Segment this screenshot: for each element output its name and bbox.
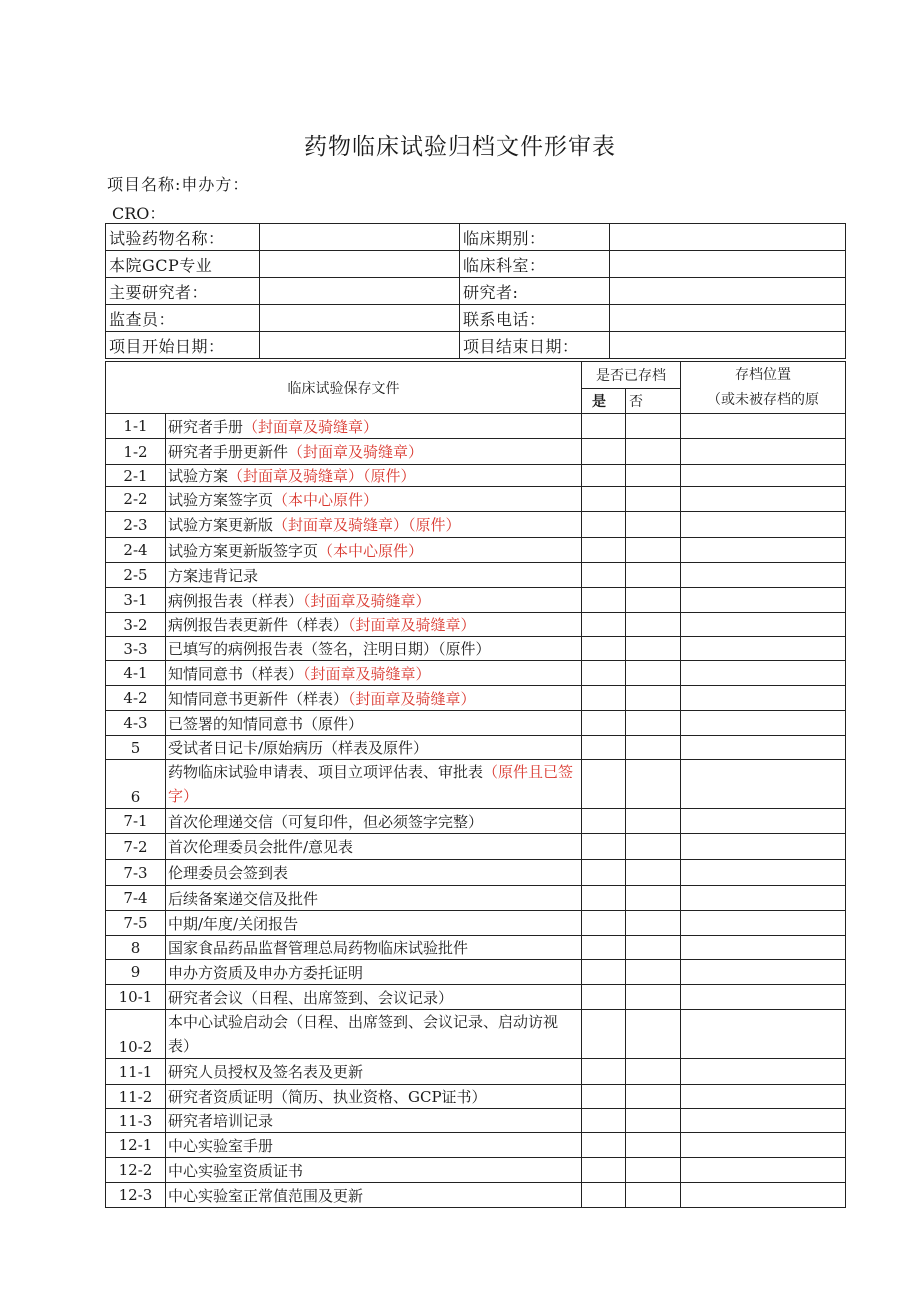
doc-note: （封面章及骑缝章） <box>348 689 476 708</box>
doc-name: 中心实验室资质证书 <box>168 1161 304 1180</box>
doc-code: 10-2 <box>106 1010 166 1059</box>
doc-name: 中心实验室正常值范围及更新 <box>168 1186 364 1205</box>
doc-note: （封面章及骑缝章）（原件） <box>273 516 461 534</box>
doc-name: 受试者日记卡/原始病历（样表及原件） <box>168 739 429 757</box>
info-label-left: 本院GCP专业 <box>106 251 260 278</box>
table-row <box>106 512 846 538</box>
doc-note: （封面章及骑缝章） <box>348 616 476 634</box>
doc-name: 病例报告表更新件（样表） <box>168 616 349 634</box>
col-header-location <box>681 362 846 414</box>
doc-name: 试验方案 <box>168 467 229 485</box>
doc-name-cell <box>166 1183 582 1208</box>
doc-code: 7-5 <box>106 911 166 936</box>
doc-name-cell <box>166 512 582 538</box>
archived-no-cell[interactable] <box>626 613 681 637</box>
archived-yes-cell[interactable] <box>582 661 626 686</box>
archived-no-cell[interactable] <box>626 512 681 538</box>
archived-yes-cell[interactable] <box>582 711 626 736</box>
location-cell[interactable] <box>681 1059 846 1085</box>
archived-no-cell[interactable] <box>626 439 681 465</box>
doc-name: 知情同意书（样表） <box>168 664 304 683</box>
archived-yes-cell[interactable] <box>582 886 626 911</box>
table-row <box>106 588 846 613</box>
table-row <box>106 985 846 1010</box>
info-label-right: 联系电话： <box>460 305 610 332</box>
table-row <box>106 960 846 985</box>
doc-code: 12-2 <box>106 1158 166 1183</box>
info-label-right: 研究者: <box>460 278 610 305</box>
doc-name: 药物临床试验申请表、项目立项评估表、审批表 <box>168 763 484 781</box>
doc-code: 2-4 <box>106 538 166 563</box>
info-value-left[interactable] <box>260 251 460 278</box>
doc-name: 试验方案更新版 <box>168 516 274 534</box>
doc-name: 伦理委员会签到表 <box>168 864 289 882</box>
doc-name: 研究人员授权及签名表及更新 <box>168 1063 364 1081</box>
doc-name-cell <box>166 465 582 487</box>
table-row <box>106 1085 846 1109</box>
doc-name: 中心实验室手册 <box>168 1136 274 1155</box>
table-row <box>106 661 846 686</box>
doc-name-cell <box>166 936 582 960</box>
table-row <box>106 886 846 911</box>
col-header-document: 临床试验保存文件 <box>106 362 582 414</box>
archived-yes-cell[interactable] <box>582 414 626 439</box>
archived-no-cell[interactable] <box>626 465 681 487</box>
col-header-archived: 是否已存档 <box>582 362 681 389</box>
location-cell[interactable] <box>681 711 846 736</box>
location-cell[interactable] <box>681 860 846 886</box>
archived-no-cell[interactable] <box>626 1109 681 1133</box>
col-header-yes: 是 <box>582 389 626 414</box>
archived-no-cell[interactable] <box>626 886 681 911</box>
doc-code: 8 <box>106 936 166 960</box>
archived-no-cell[interactable] <box>626 1085 681 1109</box>
archived-no-cell[interactable] <box>626 809 681 834</box>
doc-name-cell <box>166 637 582 661</box>
doc-name: 研究者会议（日程、出席签到、会议记录） <box>168 988 454 1007</box>
table-row <box>106 1109 846 1133</box>
doc-code: 11-2 <box>106 1085 166 1109</box>
doc-code: 7-1 <box>106 809 166 834</box>
archived-no-cell[interactable] <box>626 760 681 809</box>
doc-code: 3-3 <box>106 637 166 661</box>
archived-yes-cell[interactable] <box>582 1085 626 1109</box>
table-row <box>106 1010 846 1059</box>
doc-name-cell <box>166 834 582 860</box>
archived-yes-cell[interactable] <box>582 1059 626 1085</box>
doc-name: 研究者培训记录 <box>168 1112 274 1130</box>
doc-name-cell <box>166 960 582 985</box>
doc-name: 首次伦理递交信（可复印件，但必须签字完整） <box>168 812 484 831</box>
cro-line: CRO： <box>112 204 166 223</box>
doc-name-cell <box>166 1059 582 1085</box>
doc-name-cell <box>166 736 582 760</box>
archived-no-cell[interactable] <box>626 985 681 1010</box>
doc-name: 已签署的知情同意书（原件） <box>168 714 364 733</box>
location-cell[interactable] <box>681 512 846 538</box>
archived-yes-cell[interactable] <box>582 439 626 465</box>
table-row <box>106 613 846 637</box>
doc-name: 试验方案签字页 <box>168 490 274 509</box>
archived-yes-cell[interactable] <box>582 1183 626 1208</box>
archived-no-cell[interactable] <box>626 661 681 686</box>
table-row <box>106 439 846 465</box>
table-row <box>106 1059 846 1085</box>
location-cell[interactable] <box>681 936 846 960</box>
doc-note: （本中心原件） <box>273 490 379 509</box>
archived-no-cell[interactable] <box>626 637 681 661</box>
doc-code: 5 <box>106 736 166 760</box>
doc-code: 12-3 <box>106 1183 166 1208</box>
archived-no-cell[interactable] <box>626 911 681 936</box>
doc-name-cell <box>166 985 582 1010</box>
archived-yes-cell[interactable] <box>582 834 626 860</box>
project-info-table <box>105 223 846 359</box>
location-cell[interactable] <box>681 637 846 661</box>
doc-name-cell <box>166 1109 582 1133</box>
doc-note: （本中心原件） <box>318 541 424 560</box>
doc-code: 4-3 <box>106 711 166 736</box>
info-label-right: 临床期别： <box>460 224 610 251</box>
doc-name: 研究者手册 <box>168 417 244 436</box>
doc-code: 4-1 <box>106 661 166 686</box>
info-value-left[interactable] <box>260 224 460 251</box>
doc-name-cell <box>166 886 582 911</box>
doc-note: （原件且已签字） <box>168 763 574 805</box>
archived-yes-cell[interactable] <box>582 1010 626 1059</box>
doc-note: （封面章及骑缝章） <box>303 664 431 683</box>
archived-no-cell[interactable] <box>626 588 681 613</box>
info-value-left[interactable] <box>260 278 460 305</box>
archived-no-cell[interactable] <box>626 538 681 563</box>
archived-yes-cell[interactable] <box>582 686 626 711</box>
col-header-no: 否 <box>626 389 681 414</box>
doc-name: 国家食品药品监督管理总局药物临床试验批件 <box>168 939 469 957</box>
table-row <box>106 760 846 809</box>
archived-yes-cell[interactable] <box>582 736 626 760</box>
location-cell[interactable] <box>681 538 846 563</box>
doc-name-cell <box>166 711 582 736</box>
archived-yes-cell[interactable] <box>582 487 626 512</box>
doc-name-cell <box>166 1133 582 1158</box>
location-cell[interactable] <box>681 1109 846 1133</box>
doc-name: 试验方案更新版签字页 <box>168 541 319 560</box>
doc-name-cell <box>166 414 582 439</box>
doc-name-cell <box>166 487 582 512</box>
location-cell[interactable] <box>681 985 846 1010</box>
archived-yes-cell[interactable] <box>582 1133 626 1158</box>
table-row <box>106 1133 846 1158</box>
info-row <box>106 305 846 332</box>
location-cell[interactable] <box>681 1183 846 1208</box>
archive-document-table <box>105 361 846 1208</box>
location-cell[interactable] <box>681 809 846 834</box>
doc-code: 3-1 <box>106 588 166 613</box>
location-cell[interactable] <box>681 613 846 637</box>
doc-note: （封面章及骑缝章）（原件） <box>228 467 416 485</box>
doc-name-cell <box>166 439 582 465</box>
project-sponsor-line: 项目名称:申办方： <box>107 175 250 194</box>
table-row <box>106 637 846 661</box>
archived-no-cell[interactable] <box>626 686 681 711</box>
archived-yes-cell[interactable] <box>582 1109 626 1133</box>
col-header-location-line1: 存档位置 <box>735 367 791 383</box>
table-row <box>106 860 846 886</box>
archived-no-cell[interactable] <box>626 834 681 860</box>
doc-name: 后续备案递交信及批件 <box>168 889 319 908</box>
archived-no-cell[interactable] <box>626 736 681 760</box>
archived-yes-cell[interactable] <box>582 588 626 613</box>
archived-no-cell[interactable] <box>626 711 681 736</box>
table-row <box>106 1183 846 1208</box>
location-cell[interactable] <box>681 834 846 860</box>
doc-code: 6 <box>106 760 166 809</box>
doc-code: 1-1 <box>106 414 166 439</box>
archived-no-cell[interactable] <box>626 1158 681 1183</box>
location-cell[interactable] <box>681 1010 846 1059</box>
archived-no-cell[interactable] <box>626 563 681 588</box>
archived-no-cell[interactable] <box>626 487 681 512</box>
doc-name: 申办方资质及申办方委托证明 <box>168 963 364 982</box>
doc-code: 2-3 <box>106 512 166 538</box>
doc-code: 12-1 <box>106 1133 166 1158</box>
doc-name: 研究者资质证明（简历、执业资格、GCP证书） <box>168 1088 487 1106</box>
table-row <box>106 834 846 860</box>
info-label-left: 监查员： <box>106 305 260 332</box>
doc-name-cell <box>166 1010 582 1059</box>
doc-note: （封面章及骑缝章） <box>303 591 431 610</box>
location-cell[interactable] <box>681 661 846 686</box>
info-row <box>106 251 846 278</box>
info-label-left: 试验药物名称： <box>106 224 260 251</box>
location-cell[interactable] <box>681 886 846 911</box>
archived-yes-cell[interactable] <box>582 760 626 809</box>
doc-code: 7-4 <box>106 886 166 911</box>
archived-yes-cell[interactable] <box>582 936 626 960</box>
archived-yes-cell[interactable] <box>582 860 626 886</box>
doc-name: 病例报告表（样表） <box>168 591 304 610</box>
archived-yes-cell[interactable] <box>582 637 626 661</box>
doc-code: 1-2 <box>106 439 166 465</box>
col-header-location-line2: （或未被存档的原 <box>707 392 819 408</box>
info-value-right[interactable] <box>610 224 846 251</box>
doc-name-cell <box>166 809 582 834</box>
location-cell[interactable] <box>681 1158 846 1183</box>
table-row <box>106 1158 846 1183</box>
doc-name-cell <box>166 563 582 588</box>
info-value-right[interactable] <box>610 305 846 332</box>
info-label-right: 临床科室： <box>460 251 610 278</box>
doc-code: 2-2 <box>106 487 166 512</box>
doc-name-cell <box>166 1158 582 1183</box>
archived-no-cell[interactable] <box>626 960 681 985</box>
archived-yes-cell[interactable] <box>582 563 626 588</box>
doc-name-cell <box>166 760 582 809</box>
doc-code: 2-5 <box>106 563 166 588</box>
info-label-left: 主要研究者： <box>106 278 260 305</box>
doc-code: 7-3 <box>106 860 166 886</box>
doc-name-cell <box>166 538 582 563</box>
doc-name-cell <box>166 1085 582 1109</box>
doc-code: 9 <box>106 960 166 985</box>
table-row <box>106 809 846 834</box>
info-value-right[interactable] <box>610 251 846 278</box>
doc-code: 10-1 <box>106 985 166 1010</box>
info-label-right: 项目结束日期： <box>460 332 610 359</box>
doc-name: 研究者手册更新件 <box>168 443 289 461</box>
location-cell[interactable] <box>681 686 846 711</box>
location-cell[interactable] <box>681 760 846 809</box>
table-row <box>106 911 846 936</box>
doc-code: 3-2 <box>106 613 166 637</box>
archived-no-cell[interactable] <box>626 1183 681 1208</box>
doc-name: 方案违背记录 <box>168 566 259 585</box>
archived-yes-cell[interactable] <box>582 985 626 1010</box>
location-cell[interactable] <box>681 960 846 985</box>
table-row <box>106 465 846 487</box>
archived-no-cell[interactable] <box>626 1010 681 1059</box>
archived-yes-cell[interactable] <box>582 809 626 834</box>
table-row <box>106 563 846 588</box>
info-value-right[interactable] <box>610 278 846 305</box>
archived-no-cell[interactable] <box>626 1059 681 1085</box>
info-value-right[interactable] <box>610 332 846 359</box>
archived-no-cell[interactable] <box>626 1133 681 1158</box>
doc-name-cell <box>166 860 582 886</box>
archived-yes-cell[interactable] <box>582 538 626 563</box>
doc-name: 首次伦理委员会批件/意见表 <box>168 838 354 856</box>
table-row <box>106 936 846 960</box>
info-row <box>106 278 846 305</box>
archived-no-cell[interactable] <box>626 860 681 886</box>
archived-no-cell[interactable] <box>626 414 681 439</box>
location-cell[interactable] <box>681 465 846 487</box>
info-value-left[interactable] <box>260 332 460 359</box>
info-value-left[interactable] <box>260 305 460 332</box>
table-row <box>106 736 846 760</box>
doc-name: 中期/年度/关闭报告 <box>168 914 299 933</box>
location-cell[interactable] <box>681 911 846 936</box>
info-row <box>106 224 846 251</box>
doc-name: 知情同意书更新件（样表） <box>168 689 349 708</box>
archived-yes-cell[interactable] <box>582 960 626 985</box>
location-cell[interactable] <box>681 414 846 439</box>
location-cell[interactable] <box>681 588 846 613</box>
location-cell[interactable] <box>681 563 846 588</box>
doc-table-header-row <box>106 362 846 389</box>
doc-name: 已填写的病例报告表（签名，注明日期）（原件） <box>168 640 491 658</box>
table-row <box>106 414 846 439</box>
doc-name: 本中心试验启动会（日程、出席签到、会议记录、启动访视表） <box>168 1013 559 1055</box>
doc-name-cell <box>166 911 582 936</box>
info-label-left: 项目开始日期： <box>106 332 260 359</box>
doc-code: 4-2 <box>106 686 166 711</box>
archived-yes-cell[interactable] <box>582 911 626 936</box>
doc-note: （封面章及骑缝章） <box>288 443 424 461</box>
archived-yes-cell[interactable] <box>582 512 626 538</box>
table-row <box>106 487 846 512</box>
doc-name-cell <box>166 613 582 637</box>
doc-code: 11-1 <box>106 1059 166 1085</box>
info-row <box>106 332 846 359</box>
doc-code: 7-2 <box>106 834 166 860</box>
location-cell[interactable] <box>681 439 846 465</box>
archived-yes-cell[interactable] <box>582 465 626 487</box>
doc-note: （封面章及骑缝章） <box>243 417 379 436</box>
page-title: 药物临床试验归档文件形审表 <box>304 134 616 160</box>
table-row <box>106 686 846 711</box>
doc-name-cell <box>166 661 582 686</box>
archived-yes-cell[interactable] <box>582 1158 626 1183</box>
location-cell[interactable] <box>681 487 846 512</box>
archived-no-cell[interactable] <box>626 936 681 960</box>
doc-name-cell <box>166 686 582 711</box>
table-row <box>106 711 846 736</box>
doc-name-cell <box>166 588 582 613</box>
doc-code: 2-1 <box>106 465 166 487</box>
location-cell[interactable] <box>681 1133 846 1158</box>
location-cell[interactable] <box>681 736 846 760</box>
archived-yes-cell[interactable] <box>582 613 626 637</box>
doc-code: 11-3 <box>106 1109 166 1133</box>
table-row <box>106 538 846 563</box>
location-cell[interactable] <box>681 1085 846 1109</box>
